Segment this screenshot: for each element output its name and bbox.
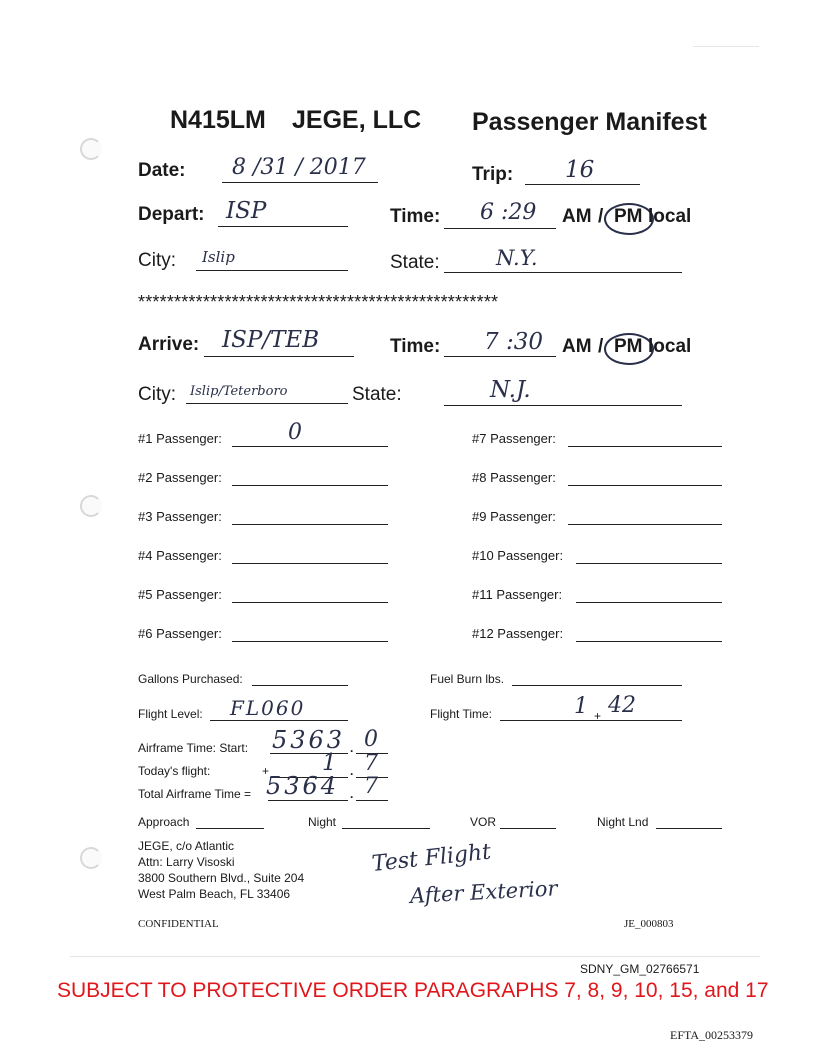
passenger-label: #4 Passenger: — [138, 548, 222, 563]
arrive-time-label: Time: — [390, 336, 441, 357]
airframe-start-decimal: 0 — [364, 727, 378, 752]
arrive-slash: / — [598, 336, 604, 357]
night-label: Night — [308, 815, 337, 829]
arrive-am: AM — [562, 336, 592, 357]
scan-mark — [693, 46, 759, 47]
flight-level-value: FL060 — [230, 696, 306, 720]
todays-flight-value: 1 — [322, 750, 337, 776]
passenger-label: #12 Passenger: — [472, 626, 564, 641]
binder-hole-middle — [80, 495, 102, 517]
passenger-underline — [232, 524, 388, 525]
airframe-start-label: Airframe Time: Start: — [138, 741, 249, 755]
passenger-row — [138, 508, 398, 532]
passenger-underline — [232, 446, 388, 447]
protective-order-notice: SUBJECT TO PROTECTIVE ORDER PARAGRAPHS 7, 8, 9, 10, 15, and 17 — [57, 979, 769, 1002]
total-airframe-value: 5364 — [266, 772, 340, 800]
passenger-row — [472, 469, 732, 493]
passenger-underline — [576, 602, 722, 603]
passenger-underline — [232, 485, 388, 486]
passenger-underline — [568, 485, 722, 486]
depart-time-value: 6 :29 — [480, 200, 537, 225]
passenger-underline — [568, 446, 722, 447]
passenger-row — [138, 469, 398, 493]
arrive-state-underline — [444, 405, 682, 406]
passenger-label: #9 Passenger: — [472, 509, 556, 524]
arrive-city-underline — [186, 403, 348, 404]
depart-time-label: Time: — [390, 206, 441, 227]
binder-hole-top — [80, 138, 102, 160]
header-company: JEGE, LLC — [292, 106, 422, 134]
binder-hole-bottom — [80, 847, 102, 869]
depart-slash: / — [598, 206, 604, 227]
arrive-underline — [204, 356, 354, 357]
depart-state-underline — [444, 272, 682, 273]
depart-state-value: N.Y. — [496, 246, 538, 270]
trip-underline — [525, 184, 640, 185]
todays-flight-decimal: 7 — [364, 751, 378, 776]
depart-state-label: State: — [390, 252, 440, 273]
handwritten-note-line2: After Exterior — [409, 876, 559, 908]
gallons-underline — [252, 685, 348, 686]
passenger-row — [472, 586, 732, 610]
depart-label: Depart: — [138, 204, 205, 225]
flight-level-label: Flight Level: — [138, 707, 203, 721]
trip-label: Trip: — [472, 164, 514, 185]
arrive-time-underline — [444, 356, 556, 357]
depart-pm: PM — [614, 206, 643, 227]
flight-time-minutes: 42 — [608, 693, 636, 718]
passenger-label: #8 Passenger: — [472, 470, 556, 485]
passenger-underline — [576, 563, 722, 564]
passenger-row — [138, 420, 398, 454]
passenger-label: #2 Passenger: — [138, 470, 222, 485]
document-id: JE_000803 — [624, 918, 674, 930]
total-airframe-dot: . — [350, 787, 354, 801]
date-underline — [222, 182, 378, 183]
passenger-row — [472, 508, 732, 532]
address-line: West Palm Beach, FL 33406 — [138, 887, 291, 901]
depart-city-label: City: — [138, 250, 176, 271]
total-airframe-dec-underline — [356, 800, 388, 801]
address-block — [138, 838, 304, 902]
passenger-label: #3 Passenger: — [138, 509, 222, 524]
arrive-value: ISP/TEB — [222, 327, 320, 353]
depart-city-underline — [196, 270, 348, 271]
scan-edge — [70, 956, 760, 957]
todays-flight-plus: + — [262, 764, 270, 778]
arrive-pm: PM — [614, 336, 643, 357]
passenger-row — [472, 430, 732, 454]
depart-pm-circle — [604, 203, 654, 235]
address-line: JEGE, c/o Atlantic — [138, 839, 235, 853]
passenger-label: #1 Passenger: — [138, 431, 222, 446]
depart-local: local — [648, 206, 692, 227]
separator-stars: ************************************************** — [138, 292, 499, 312]
arrive-city-value: Islip/Teterboro — [190, 384, 288, 399]
total-airframe-underline — [268, 800, 348, 801]
passenger-underline — [232, 602, 388, 603]
total-airframe-decimal: 7 — [364, 774, 378, 799]
bates-number: SDNY_GM_02766571 — [580, 962, 700, 976]
passenger-value: 0 — [288, 420, 302, 445]
todays-flight-dot: . — [350, 764, 354, 778]
night-underline — [342, 828, 430, 829]
passenger-label: #10 Passenger: — [472, 548, 564, 563]
passenger-label: #11 Passenger: — [472, 587, 563, 602]
confidential-label: CONFIDENTIAL — [138, 918, 219, 930]
vor-label: VOR — [470, 815, 497, 829]
passenger-row — [472, 547, 732, 571]
arrive-state-value: N.J. — [490, 377, 531, 403]
flight-time-hours: 1 — [574, 694, 588, 719]
passenger-underline — [568, 524, 722, 525]
passenger-row — [138, 586, 398, 610]
arrive-label: Arrive: — [138, 334, 200, 355]
airframe-start-value: 5363 — [272, 726, 346, 754]
approach-underline — [196, 828, 264, 829]
arrive-time-value: 7 :30 — [484, 329, 543, 355]
passenger-label: #6 Passenger: — [138, 626, 222, 641]
passenger-label: #7 Passenger: — [472, 431, 556, 446]
arrive-pm-circle — [604, 333, 654, 365]
address-line: 3800 Southern Blvd., Suite 204 — [138, 871, 305, 885]
depart-time-underline — [444, 228, 556, 229]
passenger-row — [472, 625, 732, 649]
date-label: Date: — [138, 160, 186, 181]
efta-number: EFTA_00253379 — [670, 1028, 754, 1042]
arrive-state-label: State: — [352, 384, 402, 405]
passenger-row — [138, 547, 398, 571]
passenger-underline — [576, 641, 722, 642]
todays-flight-label: Today's flight: — [138, 764, 211, 778]
airframe-start-dot: . — [350, 741, 354, 755]
passenger-underline — [232, 563, 388, 564]
approach-label: Approach — [138, 815, 190, 829]
passenger-label: #5 Passenger: — [138, 587, 222, 602]
fuel-burn-label: Fuel Burn lbs. — [430, 672, 505, 686]
flight-time-label: Flight Time: — [430, 707, 493, 721]
arrive-local: local — [648, 336, 692, 357]
flight-time-underline — [500, 720, 682, 721]
date-value: 8 /31 / 2017 — [232, 155, 366, 180]
trip-value: 16 — [565, 157, 595, 183]
total-airframe-label: Total Airframe Time = — [138, 787, 252, 801]
page-title: Passenger Manifest — [472, 108, 707, 136]
vor-underline — [500, 828, 556, 829]
depart-am: AM — [562, 206, 592, 227]
handwritten-note-line1: Test Flight — [370, 839, 493, 877]
gallons-label: Gallons Purchased: — [138, 672, 243, 686]
night-lnd-label: Night Lnd — [597, 815, 649, 829]
flight-level-underline — [210, 720, 348, 721]
flight-time-plus: + — [594, 709, 602, 723]
depart-underline — [218, 226, 348, 227]
address-line: Attn: Larry Visoski — [138, 855, 235, 869]
night-lnd-underline — [656, 828, 722, 829]
depart-value: ISP — [226, 198, 267, 224]
passenger-row — [138, 625, 398, 649]
depart-city-value: Islip — [202, 248, 235, 266]
passenger-underline — [232, 641, 388, 642]
header-tail-number: N415LM — [170, 106, 266, 134]
arrive-city-label: City: — [138, 384, 176, 405]
fuel-burn-underline — [512, 685, 682, 686]
